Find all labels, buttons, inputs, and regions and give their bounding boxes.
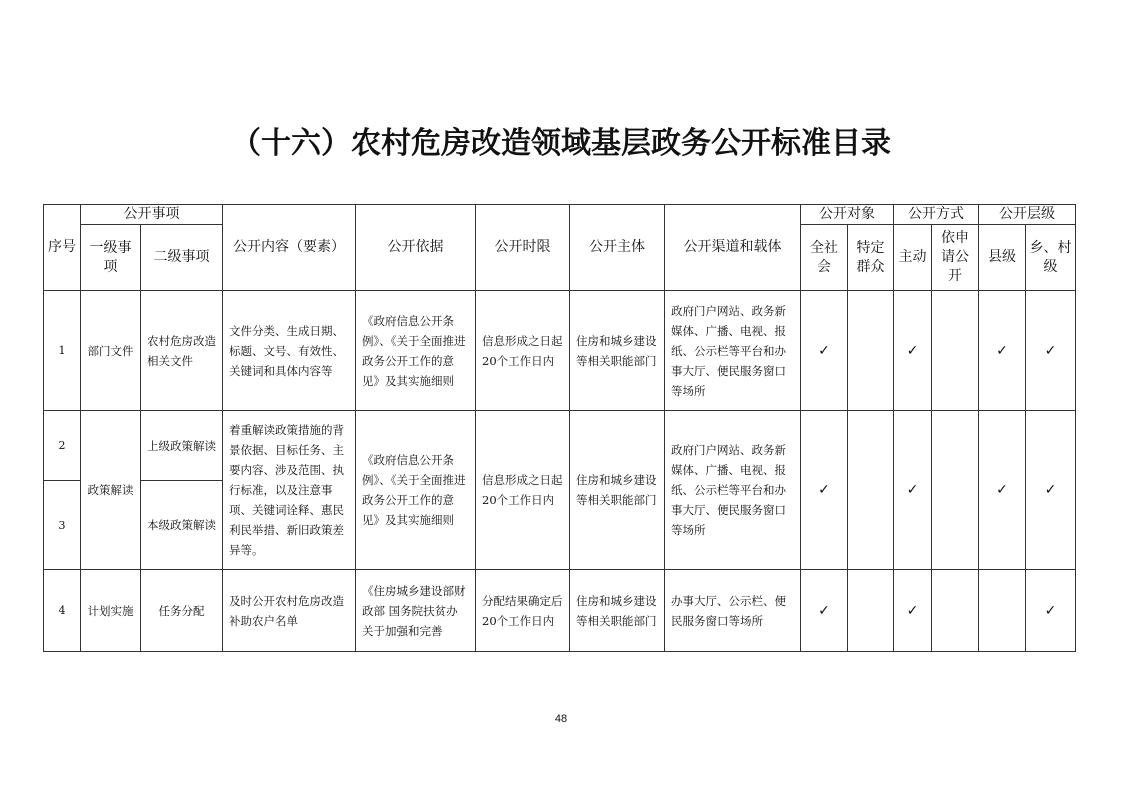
header-subject: 公开主体 bbox=[570, 205, 665, 291]
header-level2: 二级事项 bbox=[141, 225, 223, 291]
table-row bbox=[44, 570, 1076, 652]
row-level2: 本级政策解读 bbox=[141, 481, 223, 570]
row-level1: 部门文件 bbox=[81, 291, 141, 411]
row-channel: 政府门户网站、政务新媒体、广播、电视、报纸、公示栏等平台和办事大厅、便民服务窗口等场所 bbox=[665, 291, 801, 411]
row-content: 着重解读政策措施的背景依据、目标任务、主要内容、涉及范围、执行标准，以及注意事项、关键词诠释、惠民利民举措、新旧政策差异等。 bbox=[223, 411, 356, 570]
header-matters: 公开事项 bbox=[81, 205, 223, 225]
header-audience: 公开对象 bbox=[801, 205, 894, 225]
row-level-county: ✓ bbox=[979, 411, 1026, 570]
row-level1: 政策解读 bbox=[81, 411, 141, 570]
header-content: 公开内容（要素） bbox=[223, 205, 356, 291]
header-row-1 bbox=[44, 205, 1076, 225]
row-seq: 2 bbox=[44, 411, 81, 481]
header-audience-all: 全社会 bbox=[801, 225, 848, 291]
row-seq: 1 bbox=[44, 291, 81, 411]
row-method-apply bbox=[932, 291, 979, 411]
header-method: 公开方式 bbox=[894, 205, 979, 225]
row-level1: 计划实施 bbox=[81, 570, 141, 652]
header-level-village: 乡、村级 bbox=[1026, 225, 1076, 291]
header-level: 公开层级 bbox=[979, 205, 1076, 225]
row-subject: 住房和城乡建设等相关职能部门 bbox=[570, 570, 665, 652]
row-level-county bbox=[979, 570, 1026, 652]
catalog-table bbox=[43, 204, 1076, 652]
row-seq: 4 bbox=[44, 570, 81, 652]
row-audience-specific bbox=[848, 411, 894, 570]
header-channel: 公开渠道和载体 bbox=[665, 205, 801, 291]
page-title: （十六）农村危房改造领域基层政务公开标准目录 bbox=[231, 126, 891, 161]
row-content: 及时公开农村危房改造补助农户名单 bbox=[223, 570, 356, 652]
row-subject: 住房和城乡建设等相关职能部门 bbox=[570, 411, 665, 570]
table-row bbox=[44, 291, 1076, 411]
row-audience-specific bbox=[848, 570, 894, 652]
header-time-limit: 公开时限 bbox=[476, 205, 570, 291]
row-audience-all: ✓ bbox=[801, 411, 848, 570]
header-audience-specific: 特定群众 bbox=[848, 225, 894, 291]
row-basis: 《政府信息公开条例》、《关于全面推进政务公开工作的意见》及其实施细则 bbox=[356, 291, 476, 411]
row-audience-all: ✓ bbox=[801, 291, 848, 411]
row-method-apply bbox=[932, 411, 979, 570]
row-subject: 住房和城乡建设等相关职能部门 bbox=[570, 291, 665, 411]
header-basis: 公开依据 bbox=[356, 205, 476, 291]
row-level-village: ✓ bbox=[1026, 291, 1076, 411]
row-level-county: ✓ bbox=[979, 291, 1026, 411]
row-content: 文件分类、生成日期、标题、文号、有效性、关键词和具体内容等 bbox=[223, 291, 356, 411]
header-seq: 序号 bbox=[44, 205, 81, 291]
row-level2: 农村危房改造相关文件 bbox=[141, 291, 223, 411]
header-method-active: 主动 bbox=[894, 225, 932, 291]
row-level-village: ✓ bbox=[1026, 411, 1076, 570]
row-time-limit: 信息形成之日起20个工作日内 bbox=[476, 411, 570, 570]
row-seq: 3 bbox=[44, 481, 81, 570]
row-channel: 办事大厅、公示栏、便民服务窗口等场所 bbox=[665, 570, 801, 652]
row-method-active: ✓ bbox=[894, 570, 932, 652]
row-channel: 政府门户网站、政务新媒体、广播、电视、报纸、公示栏等平台和办事大厅、便民服务窗口等场所 bbox=[665, 411, 801, 570]
row-time-limit: 分配结果确定后20个工作日内 bbox=[476, 570, 570, 652]
row-basis: 《政府信息公开条例》、《关于全面推进政务公开工作的意见》及其实施细则 bbox=[356, 411, 476, 570]
row-method-apply bbox=[932, 570, 979, 652]
table-row bbox=[44, 411, 1076, 481]
header-level-county: 县级 bbox=[979, 225, 1026, 291]
row-level2: 上级政策解读 bbox=[141, 411, 223, 481]
row-level2: 任务分配 bbox=[141, 570, 223, 652]
header-method-apply: 依申请公开 bbox=[932, 225, 979, 291]
row-method-active: ✓ bbox=[894, 291, 932, 411]
row-audience-all: ✓ bbox=[801, 570, 848, 652]
page-number: 48 bbox=[554, 713, 568, 725]
row-time-limit: 信息形成之日起20个工作日内 bbox=[476, 291, 570, 411]
row-method-active: ✓ bbox=[894, 411, 932, 570]
row-level-village: ✓ bbox=[1026, 570, 1076, 652]
row-basis: 《住房城乡建设部财政部 国务院扶贫办关于加强和完善 bbox=[356, 570, 476, 652]
header-level1: 一级事项 bbox=[81, 225, 141, 291]
row-audience-specific bbox=[848, 291, 894, 411]
